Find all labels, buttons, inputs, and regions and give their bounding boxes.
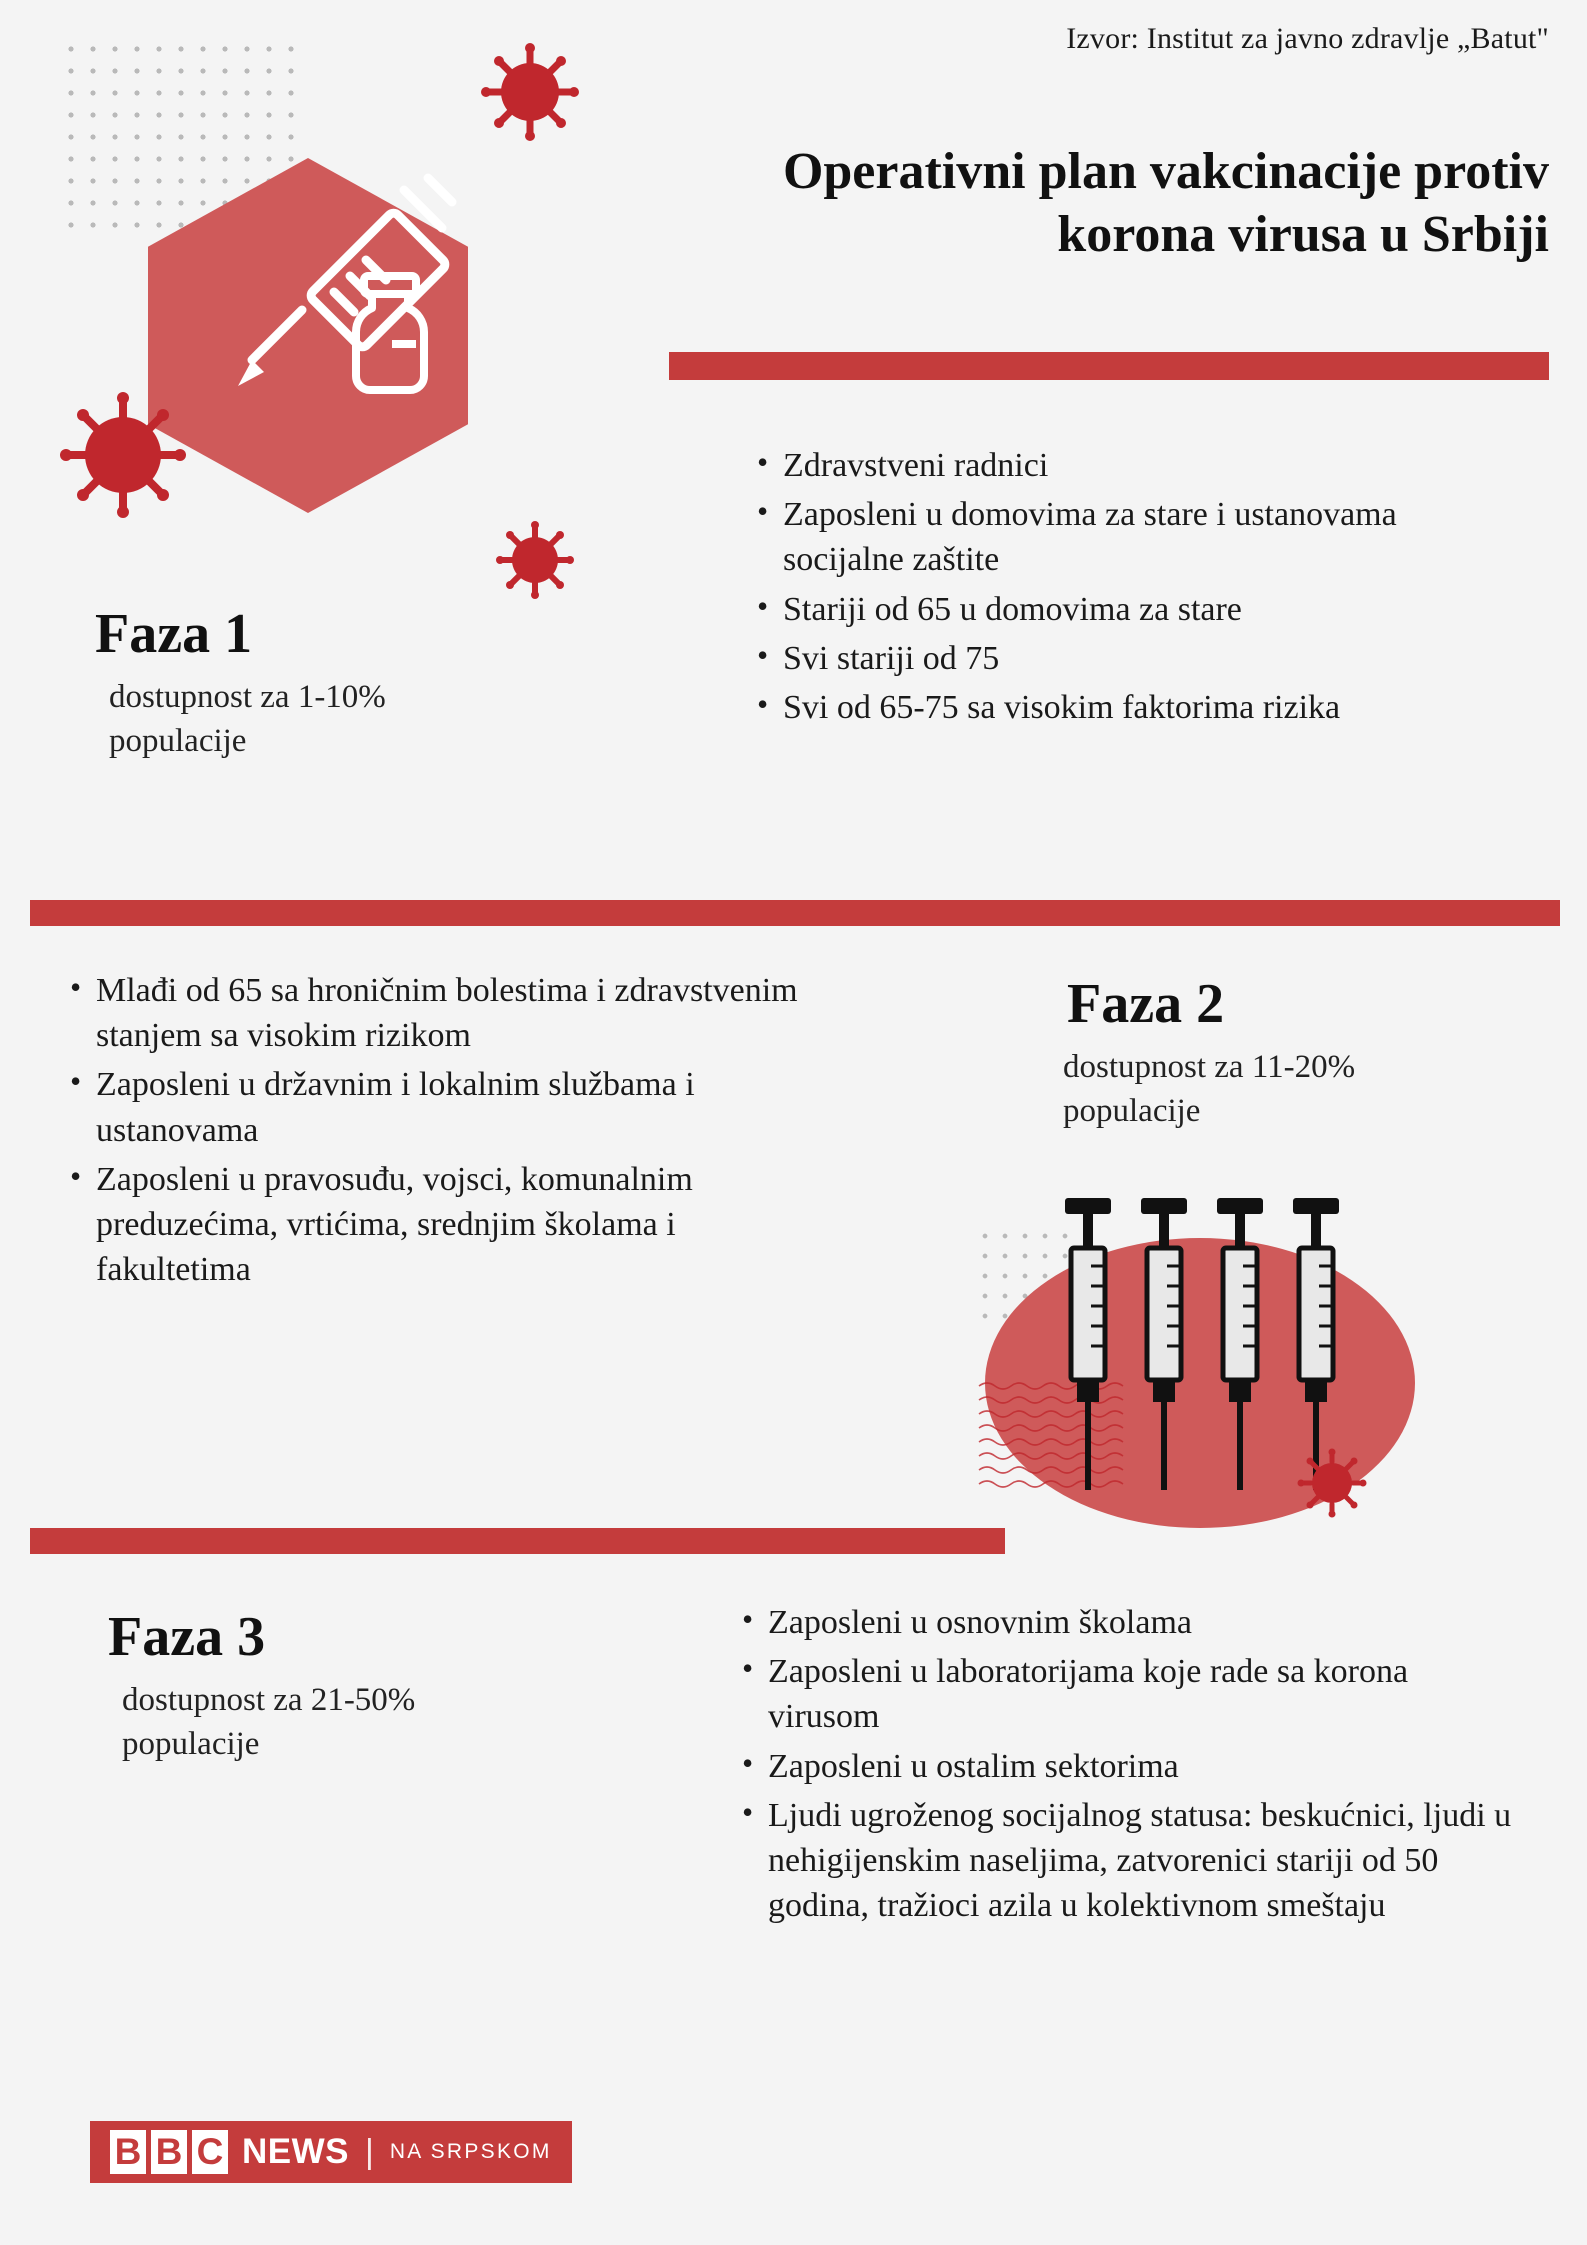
list-item: • Zaposleni u državnim i lokalnim službama i ustanovama xyxy=(68,1062,828,1152)
phase-3-availability: dostupnost za 21-50% populacije xyxy=(122,1681,416,1762)
phase-2-availability: dostupnost za 11-20% populacije xyxy=(1063,1048,1356,1129)
phase-2-group-list xyxy=(68,968,828,1297)
phase-3-title: Faza 3 xyxy=(108,1606,266,1668)
coronavirus-icon xyxy=(1297,1448,1367,1518)
list-item: • Zaposleni u domovima za stare i ustanovama socijalne zaštite xyxy=(755,492,1515,582)
coronavirus-icon xyxy=(495,520,575,600)
bbc-news-wordmark: NEWS xyxy=(242,2132,349,2171)
list-item: • Svi od 65-75 sa visokim faktorima rizika xyxy=(755,685,1515,730)
bbc-news-logo xyxy=(90,2121,572,2183)
source-attribution: Izvor: Institut za javno zdravlje „Batut" xyxy=(1066,22,1549,55)
coronavirus-icon xyxy=(58,390,188,520)
list-item: • Stariji od 65 u domovima za stare xyxy=(755,587,1515,632)
phase-1-illustration xyxy=(40,20,640,600)
phase-2-title: Faza 2 xyxy=(1067,973,1225,1035)
phase-1-group-list xyxy=(755,443,1515,734)
phase-3-group-list xyxy=(740,1600,1515,1933)
phase-2-illustration xyxy=(967,1190,1547,1540)
vaccine-vial-icon xyxy=(340,270,440,405)
phase-3-label xyxy=(108,1608,528,1767)
coronavirus-icon xyxy=(480,42,580,142)
logo-divider: | xyxy=(365,2132,374,2171)
bbc-letter-c: C xyxy=(192,2130,228,2174)
list-item: • Zaposleni u pravosuđu, vojsci, komunalnim preduzećima, vrtićima, srednjim školama i fakultetima xyxy=(68,1157,828,1293)
bbc-service-name: NA SRPSKOM xyxy=(389,2140,552,2163)
title-divider xyxy=(669,352,1549,380)
phase-2-label xyxy=(1049,975,1479,1134)
list-item: • Mlađi od 65 sa hroničnim bolestima i zdravstvenim stanjem sa visokim rizikom xyxy=(68,968,828,1058)
list-item: • Zaposleni u osnovnim školama xyxy=(740,1600,1515,1645)
phase-1-title: Faza 1 xyxy=(95,603,253,665)
bbc-letter-b1: B xyxy=(110,2130,146,2174)
bbc-letter-b2: B xyxy=(151,2130,187,2174)
bbc-letter-blocks xyxy=(110,2130,228,2174)
list-item: • Zaposleni u laboratorijama koje rade sa korona virusom xyxy=(740,1649,1515,1739)
phase-1-availability: dostupnost za 1-10% populacije xyxy=(109,678,386,759)
syringe-icon xyxy=(1057,1190,1527,1530)
phase-2-divider xyxy=(30,900,1560,926)
list-item: • Ljudi ugroženog socijalnog statusa: beskućnici, ljudi u nehigijenskim naseljima, zatvorenici stariji od 50 godina, tražioci azila u kolektivnom smeštaju xyxy=(740,1793,1515,1929)
list-item: • Zaposleni u ostalim sektorima xyxy=(740,1744,1515,1789)
phase-3-divider xyxy=(30,1528,1005,1554)
list-item: • Svi stariji od 75 xyxy=(755,636,1515,681)
list-item: • Zdravstveni radnici xyxy=(755,443,1515,488)
page-title: Operativni plan vakcinacije protiv korona virusa u Srbiji xyxy=(782,143,1549,264)
phase-1-label xyxy=(95,605,515,764)
